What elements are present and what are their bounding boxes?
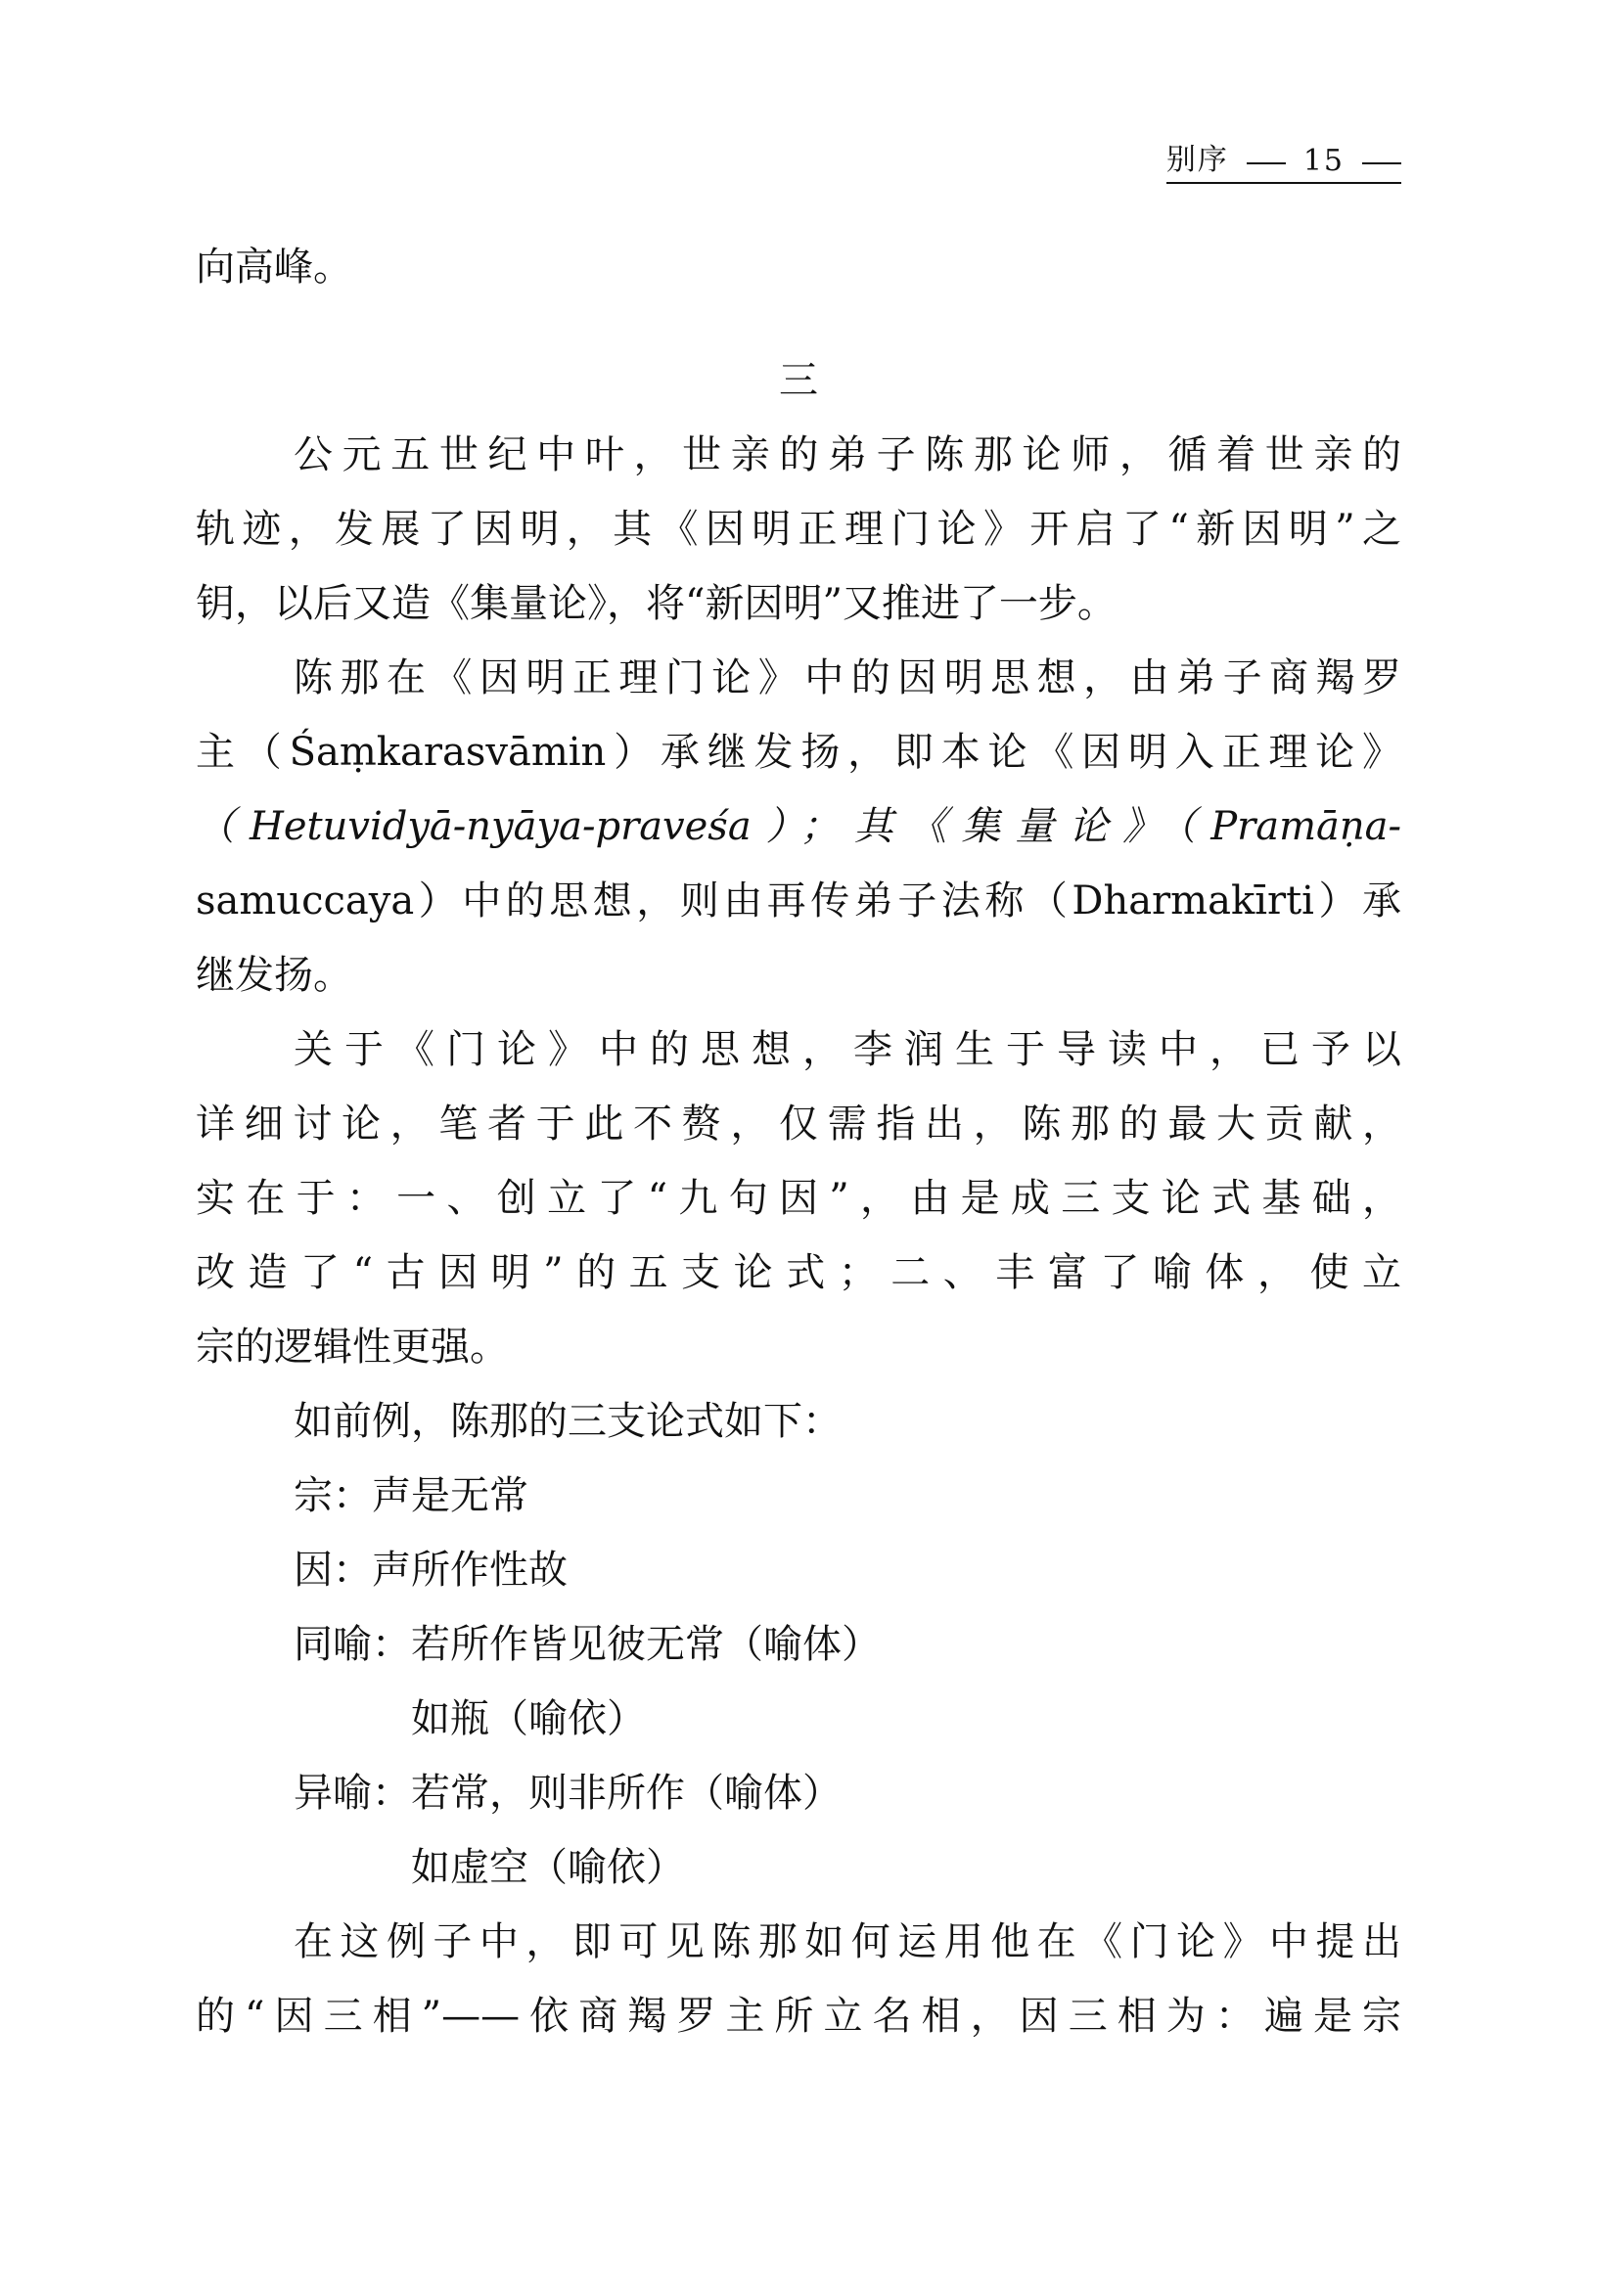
- text-line: 继发扬。: [196, 953, 352, 998]
- text-line: 关于《门论》中的思想，李润生于导读中，已予以: [294, 1027, 1401, 1072]
- text-line: 改造了“古因明”的五支论式；二、丰富了喻体，使立: [196, 1250, 1401, 1295]
- header-section-title: 别序: [1165, 143, 1229, 177]
- text-line: 主（Śaṃkarasvāmin）承继发扬，即本论《因明入正理论》: [196, 730, 1401, 775]
- text-line: samuccaya）中的思想，则由再传弟子法称（Dharmakīrti）承: [196, 878, 1401, 923]
- text-line: 实在于：一、创立了“九句因”，由是成三支论式基础，: [196, 1176, 1401, 1221]
- page-body: [196, 230, 1401, 2053]
- section-heading: 三: [779, 358, 818, 403]
- syllogism-thesis: 宗：声是无常: [294, 1473, 528, 1518]
- syllogism-dissimilar-example: 异喻：若常，则非所作（喻体）: [294, 1771, 842, 1816]
- text-line: 如前例，陈那的三支论式如下：: [294, 1399, 842, 1444]
- text-line: （Hetuvidyā-nyāya-praveśa）；其《集量论》（Pramāṇa-: [196, 804, 1401, 849]
- text-line: 公元五世纪中叶，世亲的弟子陈那论师，循着世亲的: [294, 432, 1401, 477]
- page-number: 15: [1302, 144, 1345, 178]
- running-header: [1166, 135, 1401, 184]
- text-line: 向高峰。: [196, 245, 352, 290]
- header-dash-right: [1362, 162, 1401, 164]
- text-line: 陈那在《因明正理门论》中的因明思想，由弟子商羯罗: [294, 655, 1401, 700]
- syllogism-similar-example: 同喻：若所作皆见彼无常（喻体）: [294, 1622, 881, 1667]
- syllogism-dissimilar-instance: 如虚空（喻依）: [411, 1845, 685, 1890]
- text-line: 的“因三相”——依商羯罗主所立名相，因三相为：遍是宗: [196, 1994, 1401, 2039]
- text-line: 钥，以后又造《集量论》，将“新因明”又推进了一步。: [196, 581, 1117, 626]
- syllogism-similar-instance: 如瓶（喻依）: [411, 1696, 646, 1741]
- text-line: 详细讨论，笔者于此不赘，仅需指出，陈那的最大贡献，: [196, 1102, 1401, 1147]
- text-line: 轨迹，发展了因明，其《因明正理门论》开启了“新因明”之: [196, 507, 1401, 552]
- text-line: 在这例子中，即可见陈那如何运用他在《门论》中提出: [294, 1919, 1401, 1964]
- syllogism-reason: 因：声所作性故: [294, 1548, 568, 1593]
- header-dash-left: [1247, 162, 1286, 164]
- text-line: 宗的逻辑性更强。: [196, 1325, 509, 1370]
